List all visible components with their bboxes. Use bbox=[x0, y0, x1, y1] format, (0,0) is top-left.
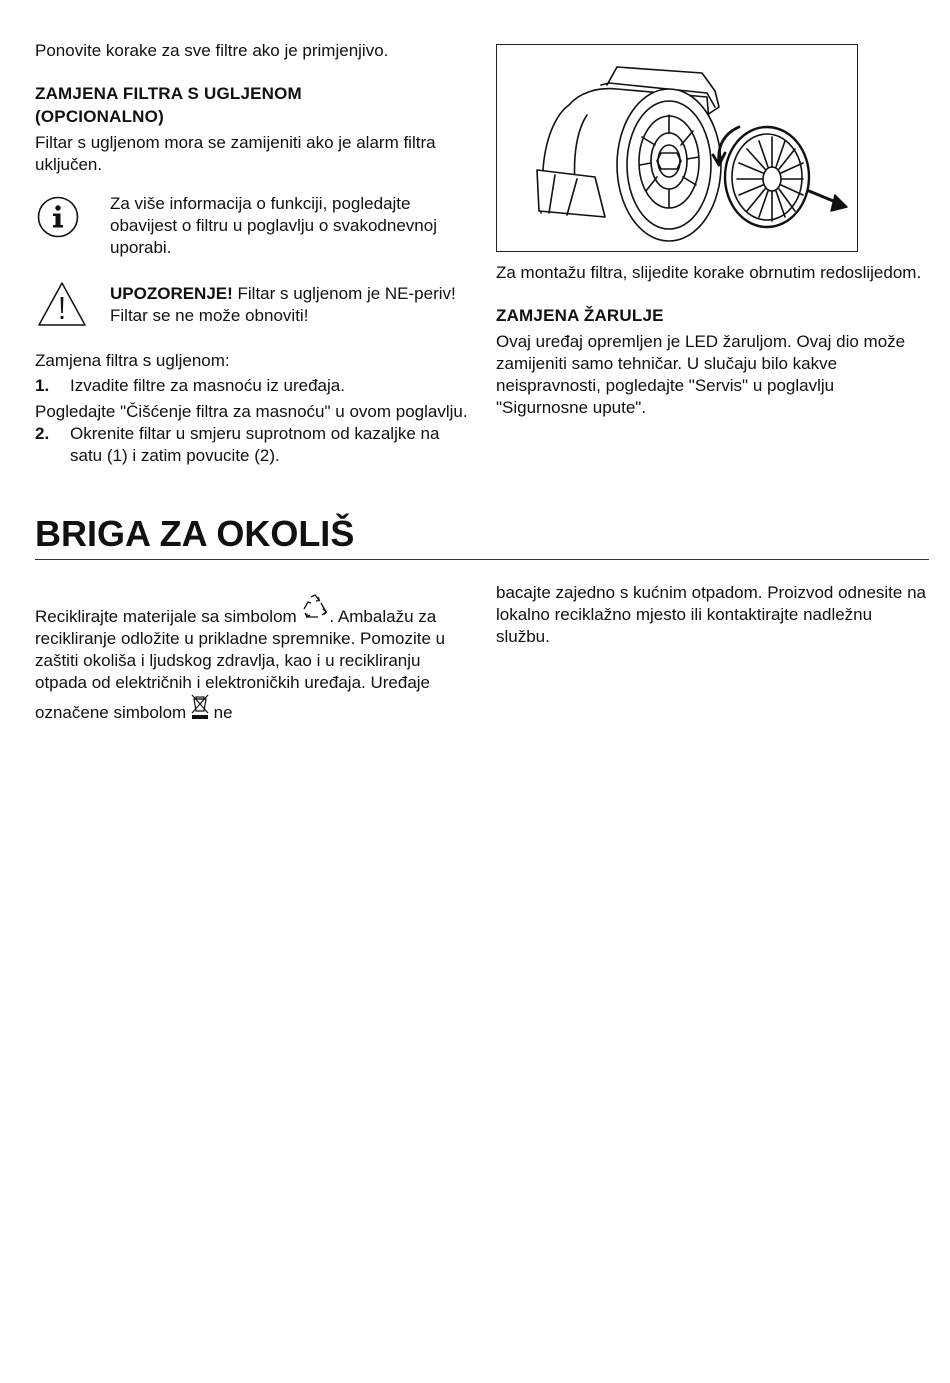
warning-icon bbox=[37, 281, 87, 333]
env-text-c: ne bbox=[208, 703, 233, 722]
intro-text: Ponovite korake za sve filtre ako je primjenjivo. bbox=[35, 41, 389, 60]
step-1-text: Izvadite filtre za masnoću iz uređaja. bbox=[70, 376, 345, 395]
warning-label: UPOZORENJE! bbox=[110, 284, 233, 303]
filter-removal-figure bbox=[496, 44, 858, 252]
carbon-heading-line2: (OPCIONALNO) bbox=[35, 107, 164, 126]
figure-caption: Za montažu filtra, slijedite korake obrnutim redoslijedom. bbox=[496, 263, 922, 282]
info-note-text: Za više informacija o funkciji, pogledajte obavijest o filtru u poglavlju o svakodnevnoj uporabi. bbox=[110, 194, 437, 257]
warning-text bbox=[110, 283, 475, 327]
carbon-filter-text: Filtar s ugljenom mora se zamijeniti ako je alarm filtra uključen. bbox=[35, 133, 436, 174]
step-2 bbox=[35, 423, 475, 467]
lamp-text: Ovaj uređaj opremljen je LED žaruljom. Ovaj dio može zamijeniti samo tehničar. U slučaju bilo kakve neispravnosti, pogledajte "Servis" u poglavlju "Sigurnosne upute". bbox=[496, 332, 906, 417]
env-text-b: . Ambalažu za recikliranje odložite u prikladne spremnike. Pomozite u zaštiti okoliša i ljudskog zdravlja, kao i u recikliranju otpada od električnih i elektroničkih uređaja. Uređaje označene simbolom bbox=[35, 607, 446, 722]
warning-body: Filtar s ugljenom je NE-periv! Filtar se ne može obnoviti! bbox=[110, 284, 456, 325]
environment-paragraph-2: bacajte zajedno s kućnim otpadom. Proizvod odnesite na lokalno reciklažno mjesto ili kontaktirajte nadležnu službu. bbox=[496, 583, 926, 646]
warning-notice bbox=[35, 283, 475, 327]
filter-removal-illustration bbox=[497, 45, 857, 251]
recycle-icon bbox=[301, 594, 329, 626]
left-column bbox=[35, 40, 475, 467]
info-icon bbox=[37, 196, 79, 244]
carbon-filter-heading bbox=[35, 82, 475, 128]
carbon-heading-line1: ZAMJENA FILTRA S UGLJENOM bbox=[35, 84, 302, 103]
env-text-a: Reciklirajte materijale sa simbolom bbox=[35, 607, 302, 626]
steps-list-2 bbox=[35, 423, 475, 467]
environment-paragraph-1 bbox=[35, 594, 475, 726]
step-1-reference: Pogledajte "Čišćenje filtra za masnoću" u ovom poglavlju. bbox=[35, 402, 468, 421]
step-1 bbox=[35, 375, 475, 397]
step-2-text: Okrenite filtar u smjeru suprotnom od kazaljke na satu (1) i zatim povucite (2). bbox=[70, 424, 440, 465]
section-title: BRIGA ZA OKOLIŠ bbox=[35, 513, 355, 554]
step-1-number: 1. bbox=[35, 376, 50, 395]
steps-list bbox=[35, 375, 475, 397]
replace-intro: Zamjena filtra s ugljenom: bbox=[35, 351, 230, 370]
step-2-number: 2. bbox=[35, 424, 50, 443]
crossed-bin-icon bbox=[191, 694, 209, 726]
environment-left-column bbox=[35, 594, 475, 726]
lamp-heading: ZAMJENA ŽARULJE bbox=[496, 306, 664, 325]
environment-right-column bbox=[496, 582, 926, 648]
section-divider bbox=[35, 559, 929, 560]
info-notice bbox=[35, 193, 475, 259]
right-column bbox=[496, 262, 926, 419]
